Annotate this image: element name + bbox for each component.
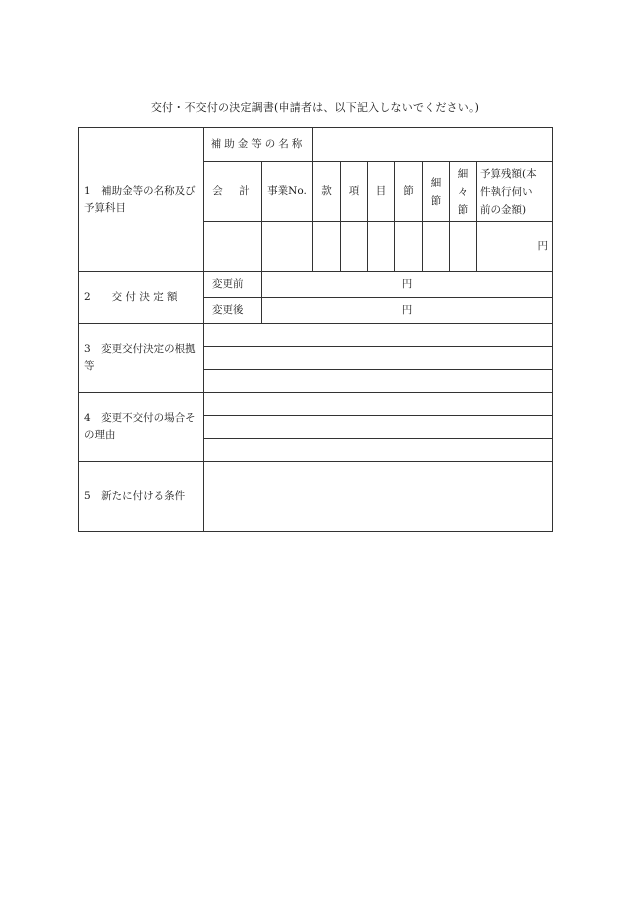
cell-kan[interactable] [313, 222, 341, 272]
cell-saisaisetsu[interactable] [450, 222, 477, 272]
col-kaikei: 会 計 [204, 162, 262, 222]
col-saisetsu-char: 細 [430, 176, 442, 189]
col-moku: 目 [368, 162, 395, 222]
after-change-amount[interactable] [262, 298, 553, 324]
subsidy-name-header: 補助金等の名称 [204, 128, 313, 162]
document-title: 交付・不交付の決定調書(申請者は、以下記入しないでください。) [150, 101, 480, 114]
section4-line[interactable] [204, 393, 553, 416]
col-budget-balance [477, 162, 553, 222]
col-saisaisetsu-char: 々 [457, 185, 469, 198]
section5-label: 5 新たに付ける条件 [79, 462, 204, 532]
subsidy-name-value[interactable] [313, 128, 553, 162]
col-kou: 項 [341, 162, 368, 222]
section5-value[interactable] [204, 462, 553, 532]
cell-budget-balance[interactable] [477, 222, 553, 272]
section4-label: 4 変更不交付の場合その理由 [79, 393, 204, 462]
section1-label: 1 補助金等の名称及び予算科目 [79, 128, 204, 272]
cell-moku[interactable] [368, 222, 395, 272]
section4-line[interactable] [204, 416, 553, 439]
col-setsu: 節 [395, 162, 423, 222]
yen-unit: 円 [401, 304, 413, 316]
before-change-label: 変更前 [204, 272, 262, 298]
cell-saisetsu[interactable] [423, 222, 450, 272]
col-saisetsu-char: 節 [430, 194, 442, 207]
section4-line[interactable] [204, 439, 553, 462]
cell-kaikei[interactable] [204, 222, 262, 272]
section3-label: 3 変更交付決定の根拠等 [79, 324, 204, 393]
col-saisaisetsu-char: 節 [457, 203, 469, 216]
col-saisaisetsu-char: 細 [457, 167, 469, 180]
cell-setsu[interactable] [395, 222, 423, 272]
after-change-label: 変更後 [204, 298, 262, 324]
budget-balance-line: 予算残額(本 [480, 167, 537, 180]
before-change-amount[interactable] [262, 272, 553, 298]
section3-line[interactable] [204, 347, 553, 370]
col-saisaisetsu [450, 162, 477, 222]
section2-label: 2 交 付 決 定 額 [79, 272, 204, 324]
budget-balance-line: 件執行伺い [480, 185, 533, 198]
yen-unit: 円 [401, 278, 413, 290]
col-saisetsu [423, 162, 450, 222]
yen-unit: 円 [537, 240, 549, 252]
section3-line[interactable] [204, 370, 553, 393]
decision-table [78, 127, 553, 532]
col-jigyo-no: 事業No. [262, 162, 313, 222]
cell-jigyo-no[interactable] [262, 222, 313, 272]
section3-line[interactable] [204, 324, 553, 347]
cell-kou[interactable] [341, 222, 368, 272]
col-kan: 款 [313, 162, 341, 222]
budget-balance-line: 前の金額) [480, 203, 527, 216]
